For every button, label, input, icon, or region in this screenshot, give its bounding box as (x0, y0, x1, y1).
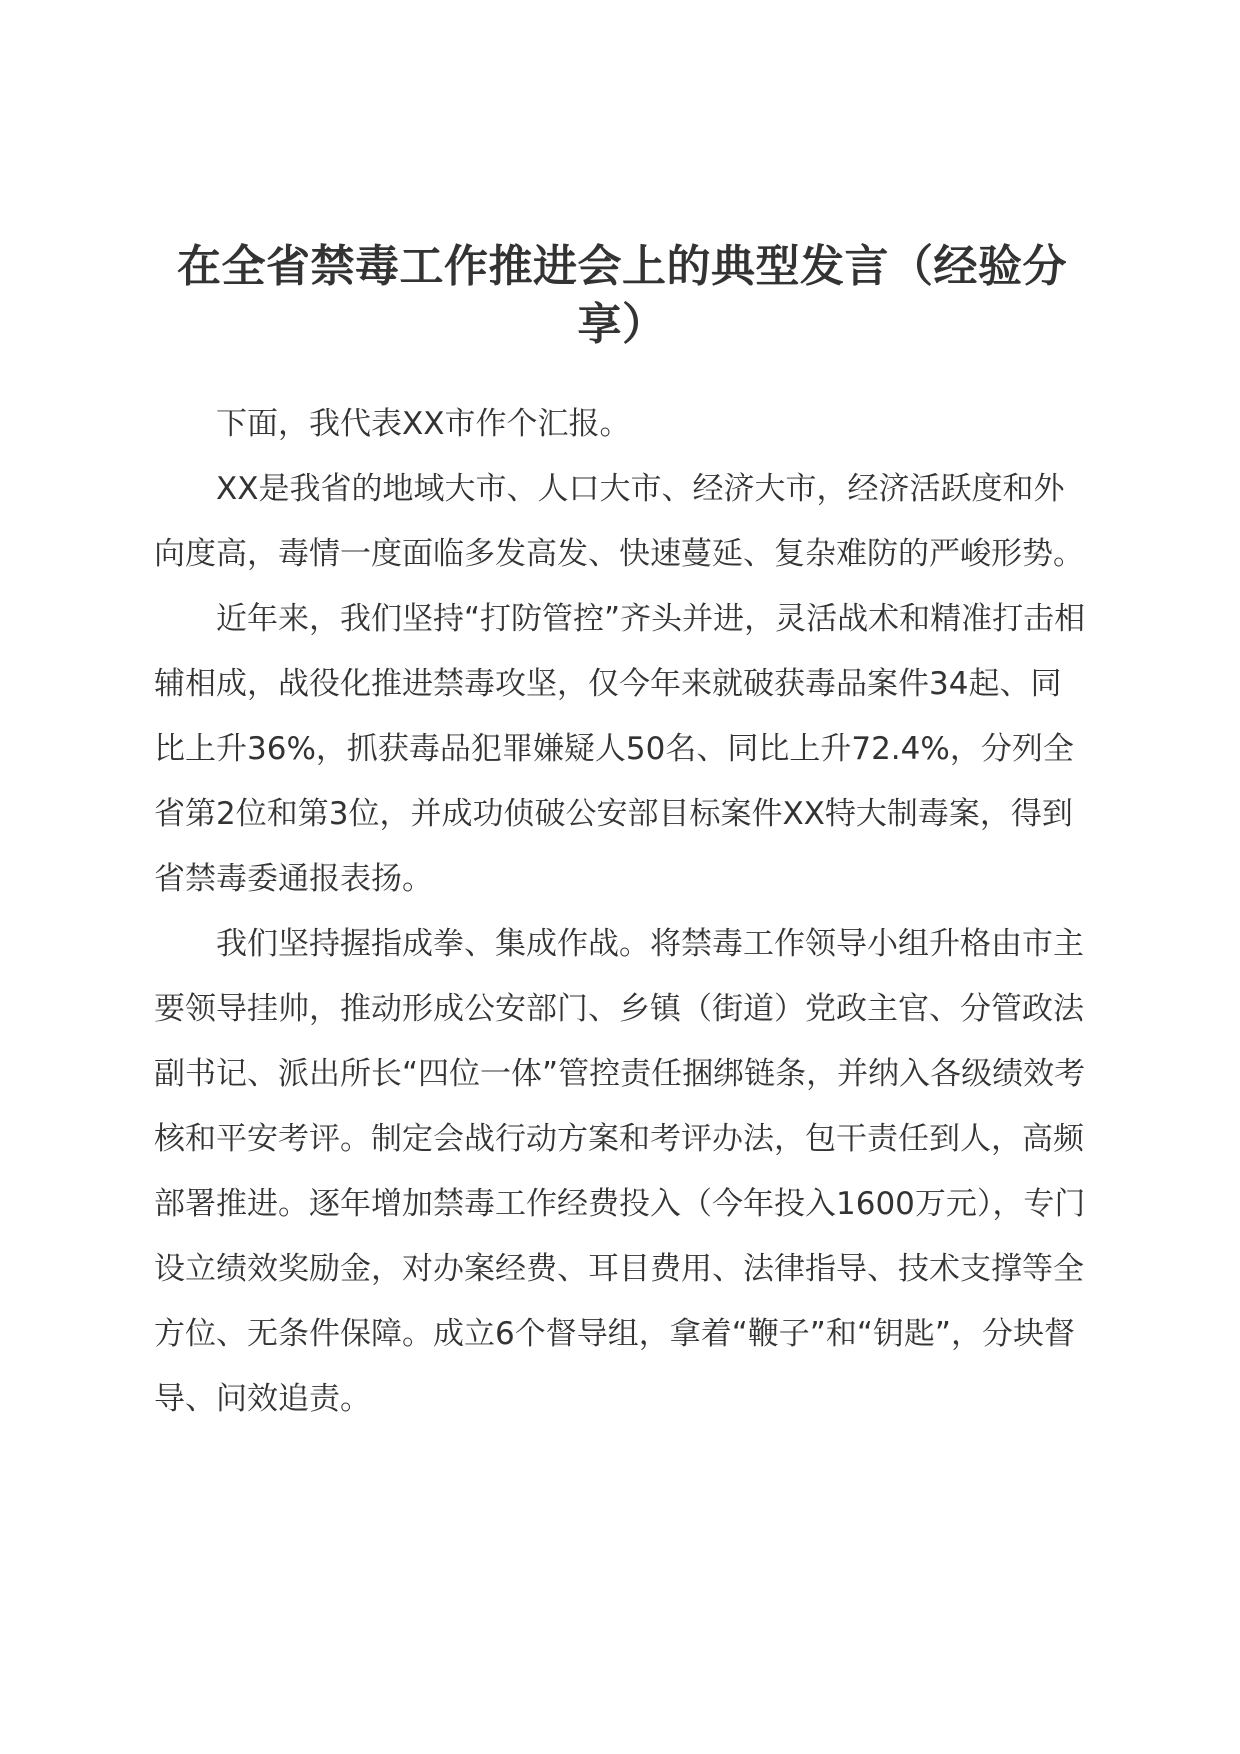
paragraph-results: 近年来，我们坚持“打防管控”齐头并进，灵活战术和精准打击相辅相成，战役化推进禁毒攻坚，仅今年来就破获毒品案件34起、同比上升36%，抓获毒品犯罪嫌疑人50名、同比上升72.4%，分列全省第2位和第3位，并成功侦破公安部目标案件XX特大制毒案，得到省禁毒委通报表扬。 (154, 601, 1086, 897)
document-body (154, 392, 1090, 1432)
paragraph-measures: 我们坚持握指成拳、集成作战。将禁毒工作领导小组升格由市主要领导挂帅，推动形成公安部门、乡镇（街道）党政主官、分管政法副书记、派出所长“四位一体”管控责任捆绑链条，并纳入各级绩效考核和平安考评。制定会战行动方案和考评办法，包干责任到人，高频部署推进。逐年增加禁毒工作经费投入（今年投入1600万元），专门设立绩效奖励金，对办案经费、耳目费用、法律指导、技术支撑等全方位、无条件保障。成立6个督导组，拿着“鞭子”和“钥匙”，分块督导、问效追责。 (154, 926, 1086, 1417)
paragraph-city-situation: XX是我省的地域大市、人口大市、经济大市，经济活跃度和外向度高，毒情一度面临多发高发、快速蔓延、复杂难防的严峻形势。 (154, 471, 1084, 572)
document-title: 在全省禁毒工作推进会上的典型发言（经验分享） (177, 241, 1067, 350)
paragraph-intro: 下面，我代表XX市作个汇报。 (216, 406, 631, 442)
